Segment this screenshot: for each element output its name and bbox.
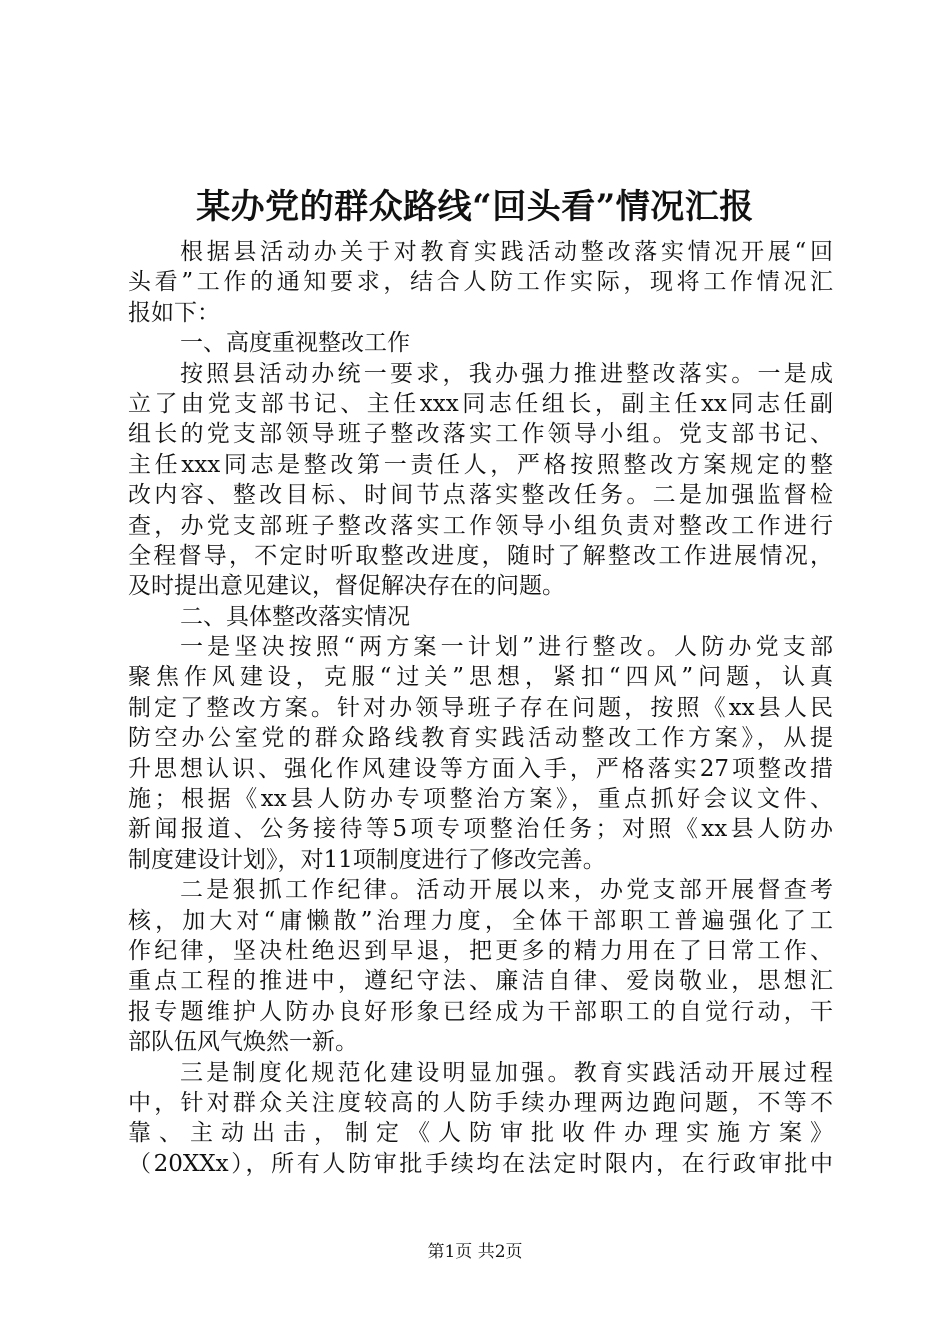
body-line: 靠、主动出击，制定《人防审批收件办理实施方案》	[128, 1120, 833, 1147]
body-line: 核，加大对“庸懒散”治理力度，全体干部职工普遍强化了工	[128, 907, 833, 934]
document-body	[128, 237, 833, 1179]
body-line: 立了由党支部书记、主任xxx同志任组长，副主任xx同志任副	[128, 390, 833, 417]
body-line: 新闻报道、公务接待等5项专项整治任务；对照《xx县人防办	[128, 816, 833, 843]
body-line: 查，办党支部班子整改落实工作领导小组负责对整改工作进行	[128, 512, 833, 539]
body-line: 二是狠抓工作纪律。活动开展以来，办党支部开展督查考	[180, 877, 833, 904]
body-line: 制度建设计划》，对11项制度进行了修改完善。	[128, 846, 606, 873]
body-line: 升思想认识、强化作风建设等方面入手，严格落实27项整改措	[128, 755, 833, 782]
body-line: 防空办公室党的群众路线教育实践活动整改工作方案》，从提	[128, 725, 833, 752]
document-title: 某办党的群众路线“回头看”情况汇报	[196, 187, 754, 227]
body-line: 根据县活动办关于对教育实践活动整改落实情况开展“回	[180, 239, 833, 265]
section-heading: 二、具体整改落实情况	[180, 603, 410, 630]
body-line: 改内容、整改目标、时间节点落实整改任务。二是加强监督检	[128, 482, 833, 509]
body-line: 主任xxx同志是整改第一责任人，严格按照整改方案规定的整	[128, 451, 833, 478]
body-line: 施；根据《xx县人防办专项整治方案》，重点抓好会议文件、	[128, 786, 833, 813]
body-line: 全程督导，不定时听取整改进度，随时了解整改工作进展情况，	[128, 542, 833, 569]
body-line: （20XXx），所有人防审批手续均在法定时限内，在行政审批中	[128, 1150, 833, 1177]
body-line: 中，针对群众关注度较高的人防手续办理两边跑问题，不等不	[128, 1089, 833, 1116]
body-line: 头看”工作的通知要求，结合人防工作实际，现将工作情况汇	[128, 269, 833, 296]
body-line: 三是制度化规范化建设明显加强。教育实践活动开展过程	[180, 1059, 833, 1086]
body-line: 作纪律，坚决杜绝迟到早退，把更多的精力用在了日常工作、	[128, 937, 833, 964]
page-number-footer: 第1页 共2页	[427, 1242, 523, 1262]
body-line: 重点工程的推进中，遵纪守法、廉洁自律、爱岗敬业，思想汇	[128, 968, 833, 995]
body-line: 部队伍风气焕然一新。	[128, 1029, 358, 1056]
body-line: 报如下：	[128, 299, 220, 326]
body-line: 一是坚决按照“两方案一计划”进行整改。人防办党支部	[180, 634, 833, 661]
body-line: 及时提出意见建议，督促解决存在的问题。	[128, 573, 565, 600]
section-heading: 一、高度重视整改工作	[180, 330, 410, 357]
body-line: 聚焦作风建设，克服“过关”思想，紧扣“四风”问题，认真	[128, 664, 833, 691]
body-line: 报专题维护人防办良好形象已经成为干部职工的自觉行动，干	[128, 998, 833, 1025]
body-line: 组长的党支部领导班子整改落实工作领导小组。党支部书记、	[128, 421, 833, 448]
body-line: 制定了整改方案。针对办领导班子存在问题，按照《xx县人民	[128, 694, 833, 721]
body-line: 按照县活动办统一要求，我办强力推进整改落实。一是成	[180, 360, 833, 387]
